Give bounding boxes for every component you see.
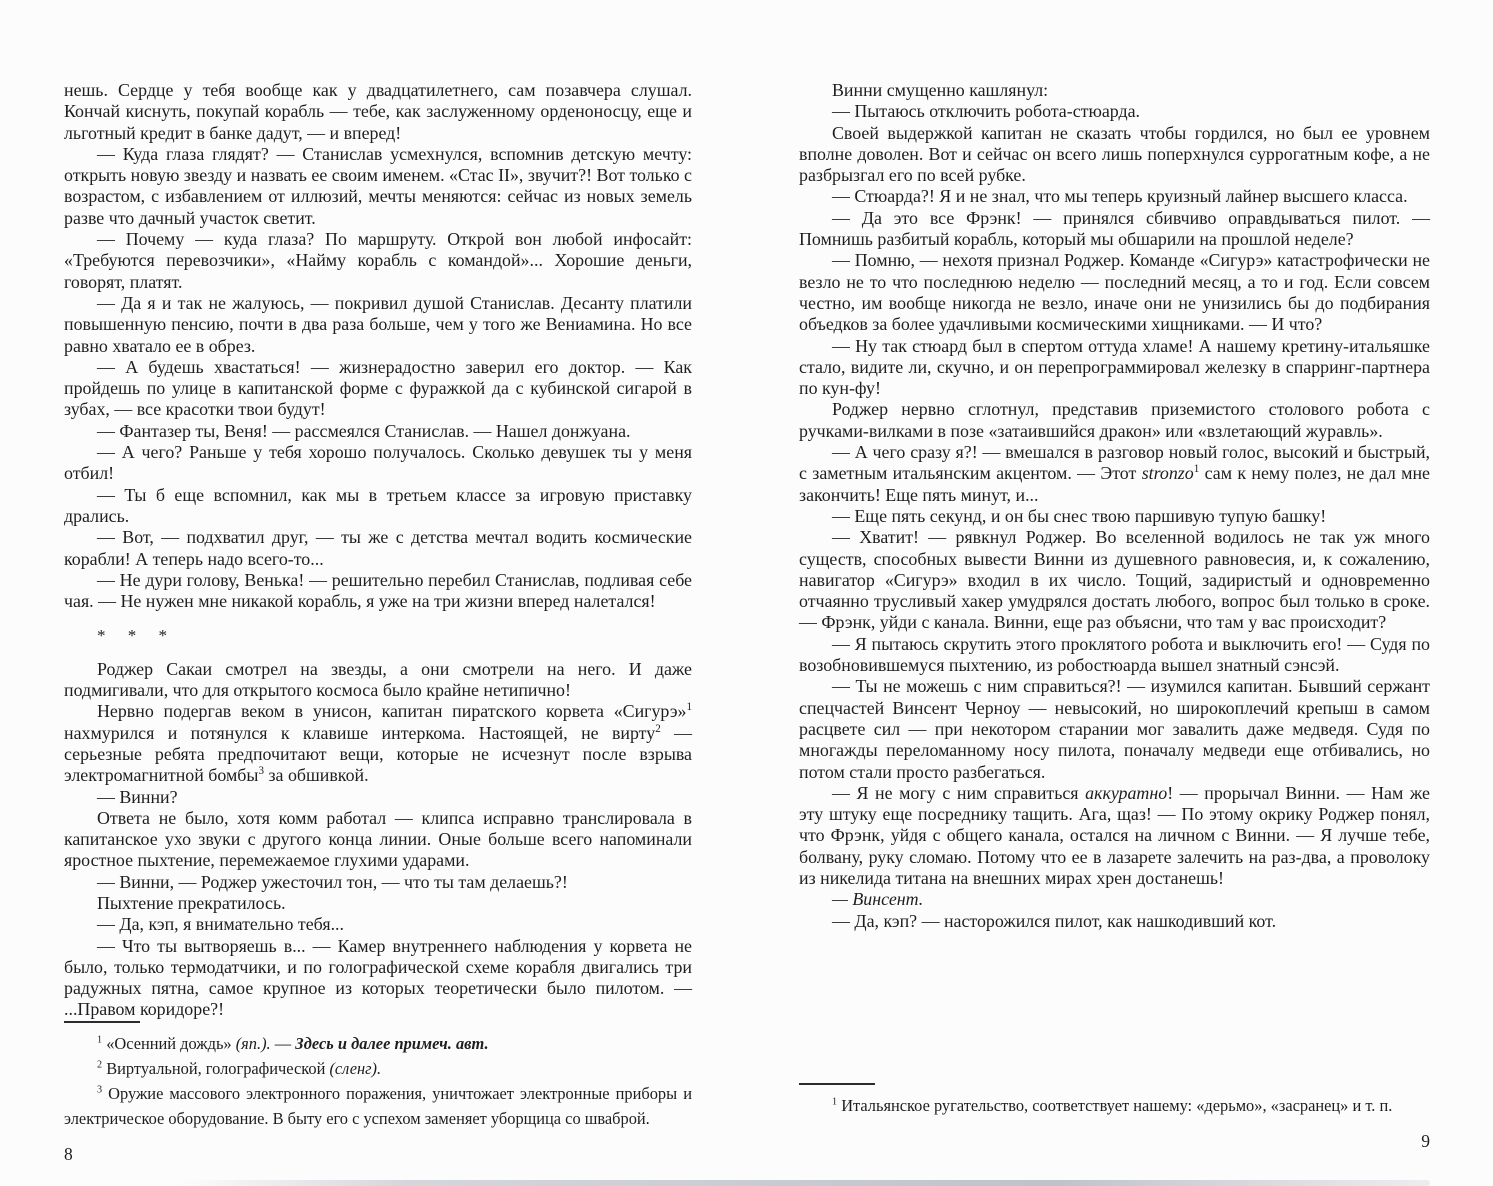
paragraph: — Фантазер ты, Веня! — рассмеялся Станислав. — Нашел донжуана. (97, 420, 631, 441)
paragraph: — Винни, — Роджер ужесточил тон, — что ты там делаешь?! (97, 871, 568, 892)
paragraph: — Помню, — нехотя признал Роджер. Команде «Сигурэ» катастрофически не везло не то что последнюю неделю — последний месяц, а то и год. Если совсем честно, им вообще никогда не везло, иначе они не унизились бы до подбирания объедков за более удачливыми космическими хищниками. — И что? (799, 250, 1430, 335)
paragraph: — Да это все Фрэнк! — принялся сбивчиво оправдываться пилот. — Помнишь разбитый корабль, который мы обшарили на прошлой неделе? (799, 207, 1430, 250)
paragraph: — Да я и так не жалуюсь, — покривил душой Станислав. Десанту платили повышенную пенсию, почти в два раза больше, чем у того же Вениамина. Но все равно хватало ее в обрез. (64, 292, 692, 356)
page-number-left: 8 (64, 1143, 73, 1164)
footnote-marker: 1 (97, 1034, 103, 1046)
emphasized-text: — Винсент. (832, 889, 924, 910)
paragraph: — Ты не можешь с ним справиться?! — изумился капитан. Бывший сержант спецчастей Винсент Черноу — невысокий, но широкоплечий крепыш в самом расцвете сил — при некотором старании мог завалить даже медведя. Судя по многажды переломанному носу пилота, поначалу медведи еще отбивались, но потом стали просто разбегаться. (799, 676, 1430, 782)
paragraph: Винни смущенно кашлянул: (832, 80, 1049, 100)
emphasized-text: (яп.). (235, 1033, 271, 1053)
footnote-reference: 1 (686, 701, 692, 714)
paragraph: — Винни? (97, 786, 178, 807)
paragraph: — Я пытаюсь скрутить этого проклятого робота и выключить его! — Судя по возобновившемуся пыхтению, из робостюарда вышел знатный сэнсэй. (799, 633, 1430, 676)
footnote-reference: 3 (258, 765, 264, 778)
emphasized-text: stronzo (1141, 463, 1194, 484)
paragraph: Роджер Сакаи смотрел на звезды, а они смотрели на него. И даже подмигивали, что для открытого космоса было крайне нетипично! (64, 658, 692, 701)
emphasized-text: Здесь и далее примеч. авт. (295, 1033, 489, 1053)
page-body (64, 80, 692, 1021)
paragraph: — Да, кэп, я внимательно тебя... (97, 914, 344, 935)
page-right (799, 80, 1430, 1152)
footnote-marker: 2 (97, 1059, 103, 1071)
paragraph: Нервно подергав веком в унисон, капитан пиратского корвета «Сигурэ»$^1$ нахмурился и потянулся к клавише интеркома. Настоящей, не вирту$^2$ — серьезные ребята предпочитают вещи, которые не исчезнут после взрыва электромагнитной бомбы$^3$ за обшивкой. (64, 701, 692, 786)
paragraph: — Стюарда?! Я и не знал, что мы теперь круизный лайнер высшего класса. (832, 186, 1408, 207)
paragraph: — А чего? Раньше у тебя хорошо получалось. Сколько девушек ты у меня отбил! (64, 442, 692, 484)
page-left (64, 80, 692, 1164)
footnote: $^2$ Виртуальной, голографической (сленг). (97, 1058, 382, 1078)
paragraph: — Не дури голову, Венька! — решительно перебил Станислав, подливая себе чая. — Не нужен мне никакой корабль, я уже на три жизни вперед налетался! (64, 569, 692, 612)
footnote-divider (799, 1083, 875, 1085)
paragraph: — Пытаюсь отключить робота-стюарда. (832, 101, 1141, 122)
footnote-reference: 1 (1193, 463, 1200, 476)
paragraph: — Ты б еще вспомнил, как мы в третьем классе за игровую приставку дрались. (64, 484, 692, 526)
footnote: $^3$ Оружие массового электронного поражения, уничтожает электронные приборы и электрическое оборудование. В быту его с успехом заменяет уборщица со шваброй. (64, 1083, 692, 1128)
footnote-reference: 2 (655, 722, 661, 735)
footnote-divider (64, 1021, 140, 1023)
page-footer (799, 1083, 1430, 1152)
emphasized-text: аккуратно (1085, 782, 1168, 803)
page-footer (64, 1021, 692, 1165)
footnote-marker: 3 (97, 1084, 103, 1096)
paragraph: — Почему — куда глаза? По маршруту. Открой вон любой инфосайт: «Требуются перевозчики», «Найму корабль с командой»... Хорошие деньги, говорят, платят. (64, 229, 692, 292)
page-body (799, 80, 1430, 932)
page-number-right: 9 (1421, 1131, 1430, 1151)
footnotes-list (64, 1031, 692, 1131)
paragraph: — А будешь хвастаться! — жизнерадостно заверил его доктор. — Как пройдешь по улице в капитанской форме с фуражкой да с кубинской сигарой в зубах, — все красотки твои будут! (64, 356, 692, 420)
paragraph: — Вот, — подхватил друг, — ты же с детства мечтал водить космические корабли! А теперь надо всего-то... (64, 527, 692, 569)
emphasized-text: (сленг). (329, 1058, 382, 1078)
scan-shadow (180, 1180, 1430, 1186)
footnote: $^1$ «Осенний дождь» (яп.). — Здесь и далее примеч. авт. (97, 1033, 489, 1053)
footnotes-list (799, 1093, 1430, 1118)
paragraph: — Да, кэп? — насторожился пилот, как нашкодивший кот. (832, 910, 1277, 931)
section-separator: * * * (97, 626, 176, 646)
paragraph: Ответа не было, хотя комм работал — клипса исправно транслировала в капитанское ухо звуки с другого конца линии. Оные больше всего напоминали яростное пыхтение, перемежаемое глухими ударами. (64, 807, 692, 871)
paragraph: — Я не могу с ним справиться аккуратно! — прорычал Винни. — Нам же эту штуку еще посреднику тащить. Ага, щаз! — По этому окрику Роджер понял, что Фрэнк, уйдя с общего канала, остался на личном с Винни. — Я лучше тебе, болвану, руку сломаю. Потому что ее в лазарете залечить на раз-два, а проволоку из никелида титана на внешних мирах хрен достанешь! (799, 782, 1430, 888)
footnote: $^1$ Итальянское ругательство, соответствует нашему: «дерьмо», «засранец» и т. п. (832, 1096, 1393, 1115)
paragraph: — Еще пять секунд, и он бы снес твою паршивую тупую башку! (832, 505, 1327, 526)
paragraph (799, 889, 1430, 910)
paragraph: — Хватит! — рявкнул Роджер. Во вселенной водилось не так уж много существ, способных вывести Винни из душевного равновесия, и, к сожалению, навигатор «Сигурэ» входил в их число. Тощий, задиристый и одновременно отчаянно трусливый хакер умудрялся достать любого, вопрос был только в сроке. — Фрэнк, уйди с канала. Винни, еще раз объясни, что там у вас происходит? (799, 527, 1430, 633)
paragraph: — Куда глаза глядят? — Станислав усмехнулся, вспомнив детскую мечту: открыть новую звезду и назвать ее своим именем. «Стас II», звучит?! Вот только с возрастом, с избавлением от иллюзий, мечты меняются: сейчас из новых земель разве что дачный участок светит. (64, 143, 692, 228)
paragraph: Роджер нервно сглотнул, представив приземистого столового робота с ручками-вилками в позе «затаившийся дракон» или «взлетающий журавль». (799, 399, 1430, 441)
paragraph: — Ну так стюард был в спертом оттуда хламе! А нашему кретину-итальяшке стало, видите ли, скучно, и он перепрограммировал железку в спарринг-партнера по кун-фу! (799, 335, 1430, 399)
paragraph: — А чего сразу я?! — вмешался в разговор новый голос, высокий и быстрый, с заметным итальянским акцентом. — Этот stronzo$^1$ сам к нему полез, не дал мне закончить! Еще пять минут, и... (799, 442, 1430, 505)
paragraph: нешь. Сердце у тебя вообще как у двадцатилетнего, сам позавчера слушал. Кончай киснуть, покупай корабль — тебе, как заслуженному орденоносцу, еще и льготный кредит в банке дадут, — и вперед! (64, 80, 692, 143)
paragraph: — Что ты вытворяешь в... — Камер внутреннего наблюдения у корвета не было, только термодатчики, и по голографической схеме корабля двигались три радужных пятна, самое крупное из которых теоретически было пилотом. — ...Правом коридоре?! (64, 935, 692, 1020)
paragraph: Своей выдержкой капитан не сказать чтобы гордился, но был ее уровнем вполне доволен. Вот и сейчас он всего лишь поперхнулся суррогатным кофе, а не разбрызгал его по всей рубке. (799, 122, 1430, 186)
footnote-marker: 1 (832, 1096, 838, 1108)
paragraph: Пыхтение прекратилось. (97, 892, 286, 913)
